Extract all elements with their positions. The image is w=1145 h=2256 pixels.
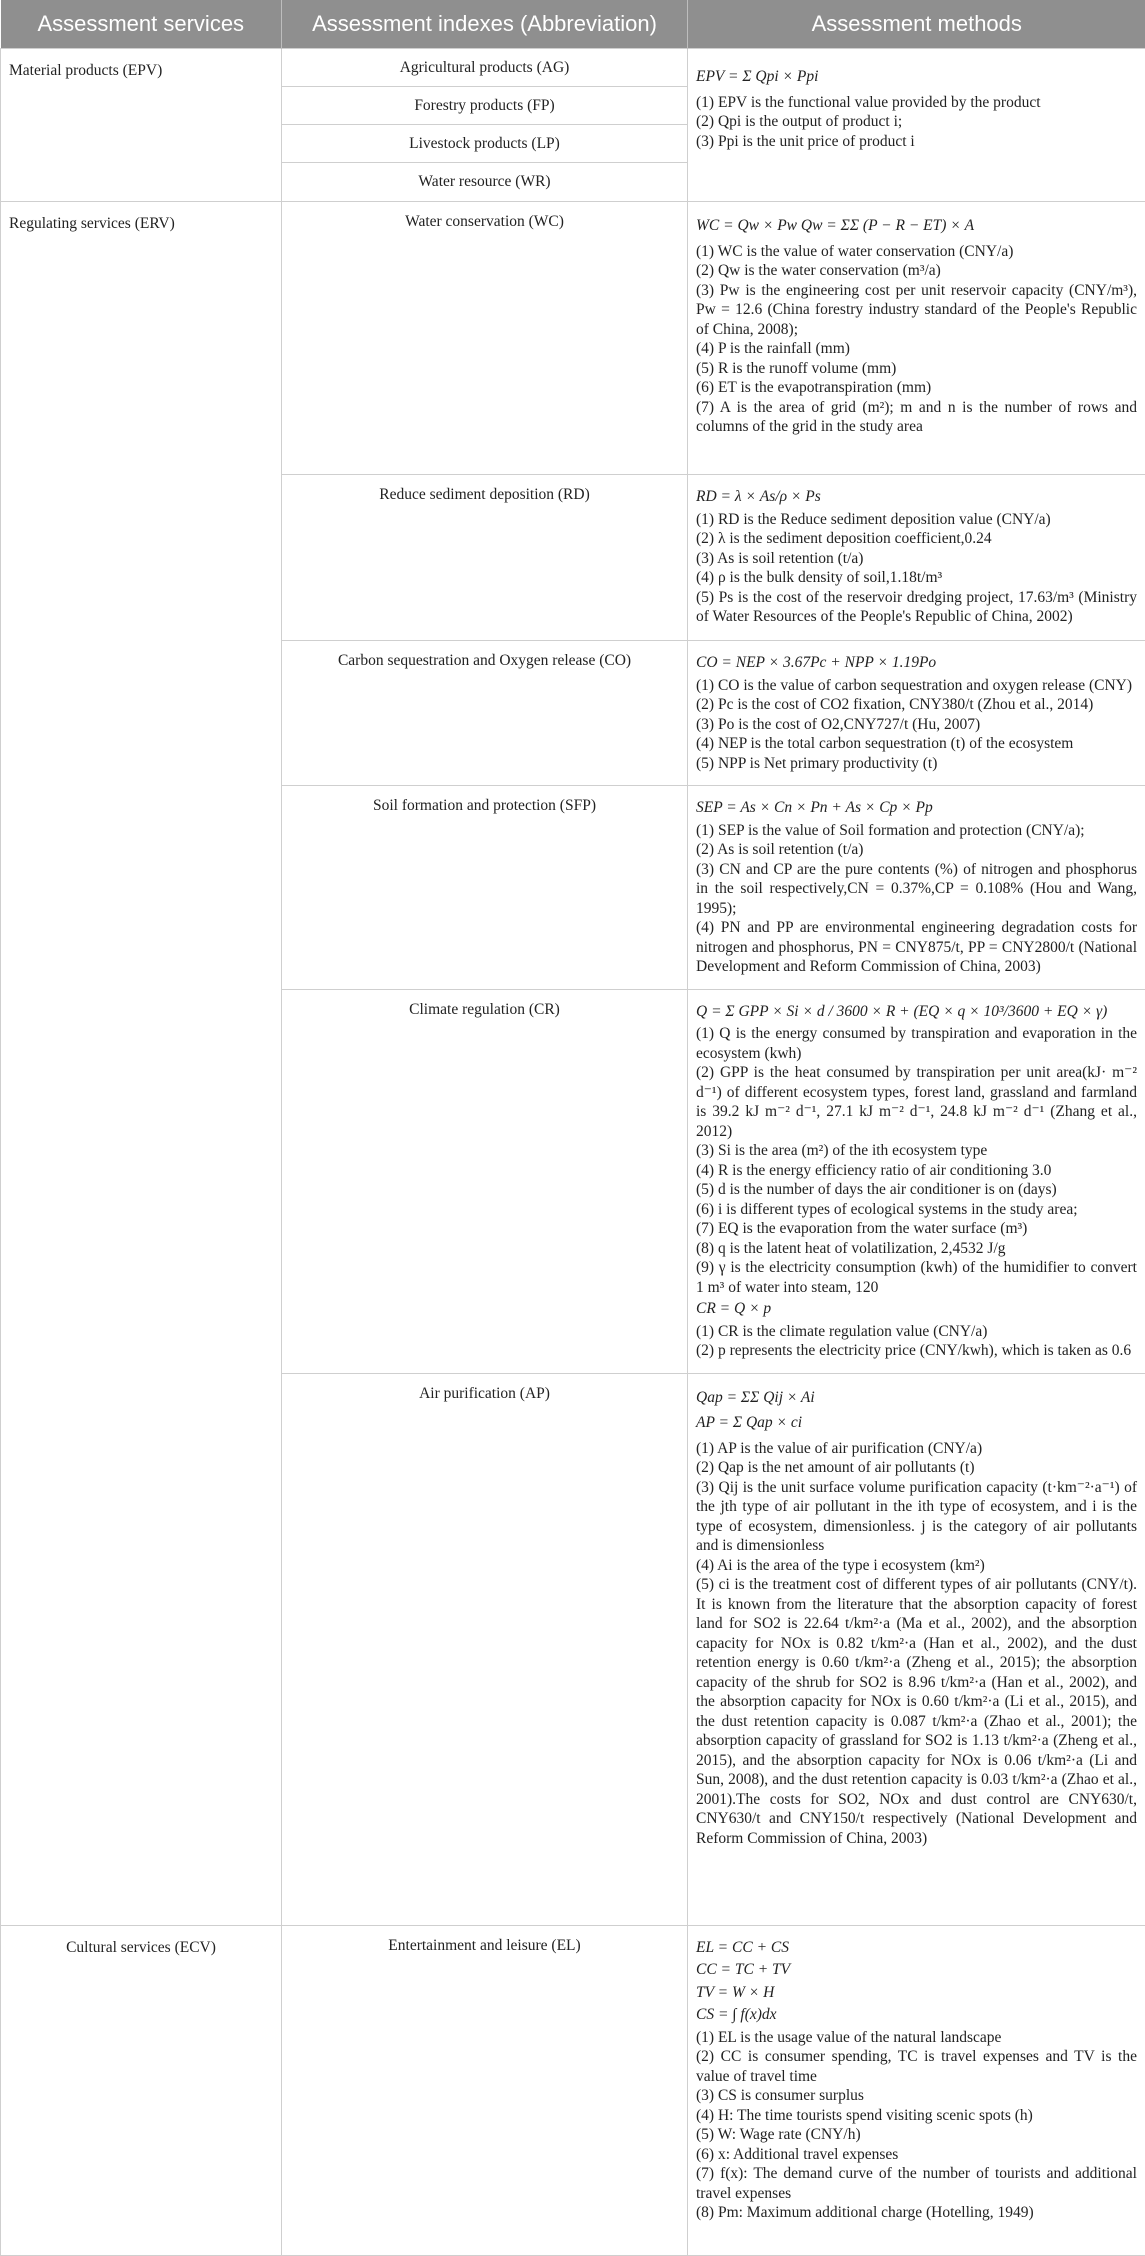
note: (4) Ai is the area of the type i ecosystem (km²) <box>696 1556 1137 1576</box>
formula-cr-2: CR = Q × p <box>696 1299 1137 1319</box>
method-cell <box>688 786 1145 990</box>
note: (2) p represents the electricity price (CNY/kwh), which is taken as 0.6 <box>696 1341 1137 1361</box>
formula-el-3: TV = W × H <box>696 1983 1137 2003</box>
index-lp: Livestock products (LP) <box>282 125 687 163</box>
method-cell <box>688 202 1145 475</box>
index-cell: Water conservation (WC) <box>282 202 688 475</box>
formula-el-1: EL = CC + CS <box>696 1938 1137 1958</box>
index-cell: Air purification (AP) <box>282 1373 688 1925</box>
note: (2) Qpi is the output of product i; <box>696 112 1137 132</box>
note: (4) P is the rainfall (mm) <box>696 339 1137 359</box>
index-cell: Climate regulation (CR) <box>282 989 688 1373</box>
note: (3) Ppi is the unit price of product i <box>696 132 1137 152</box>
index-ag: Agricultural products (AG) <box>282 49 687 87</box>
note: (3) CN and CP are the pure contents (%) of nitrogen and phosphorus in the soil respectively,CN = 0.37%,CP = 0.108% (Hou and Wang, 1995); <box>696 860 1137 919</box>
note: (4) H: The time tourists spend visiting scenic spots (h) <box>696 2106 1137 2126</box>
note: (4) R is the energy efficiency ratio of air conditioning 3.0 <box>696 1161 1137 1181</box>
method-cell <box>688 475 1145 641</box>
index-cell: Reduce sediment deposition (RD) <box>282 475 688 641</box>
note: (2) As is soil retention (t/a) <box>696 840 1137 860</box>
note: (8) Pm: Maximum additional charge (Hotelling, 1949) <box>696 2203 1137 2223</box>
formula-ap-1: Qap = ΣΣ Qij × Ai <box>696 1388 1137 1408</box>
note: (2) λ is the sediment deposition coefficient,0.24 <box>696 529 1137 549</box>
method-cell <box>688 1925 1145 2255</box>
note: (5) Ps is the cost of the reservoir dredging project, 17.63/m³ (Ministry of Water Resources of the People's Republic of China, 2002) <box>696 588 1137 627</box>
note: (7) f(x): The demand curve of the number of tourists and additional travel expenses <box>696 2164 1137 2203</box>
note: (5) d is the number of days the air conditioner is on (days) <box>696 1180 1137 1200</box>
table-row <box>1 49 1145 202</box>
method-cell <box>688 641 1145 786</box>
note: (5) R is the runoff volume (mm) <box>696 359 1137 379</box>
index-fp: Forestry products (FP) <box>282 87 687 125</box>
note: (1) RD is the Reduce sediment deposition value (CNY/a) <box>696 510 1137 530</box>
note: (2) Qw is the water conservation (m³/a) <box>696 261 1137 281</box>
note: (7) A is the area of grid (m²); m and n is the number of rows and columns of the grid in the study area <box>696 398 1137 437</box>
note: (1) EPV is the functional value provided by the product <box>696 93 1137 113</box>
formula-co: CO = NEP × 3.67Pc + NPP × 1.19Po <box>696 653 1137 673</box>
note: (3) As is soil retention (t/a) <box>696 549 1137 569</box>
service-cell: Material products (EPV) <box>1 49 282 202</box>
method-cell <box>688 49 1145 202</box>
note: (7) EQ is the evaporation from the water surface (m³) <box>696 1219 1137 1239</box>
service-cell: Regulating services (ERV) <box>1 202 282 1926</box>
note: (6) ET is the evapotranspiration (mm) <box>696 378 1137 398</box>
header-assessment-services: Assessment services <box>1 0 282 49</box>
note: (1) CR is the climate regulation value (CNY/a) <box>696 1322 1137 1342</box>
note: (5) NPP is Net primary productivity (t) <box>696 754 1137 774</box>
note: (3) Pw is the engineering cost per unit reservoir capacity (CNY/m³), Pw = 12.6 (China forestry industry standard of the People's Republic of China, 2008); <box>696 281 1137 340</box>
header-assessment-methods: Assessment methods <box>688 0 1145 49</box>
formula-wc: WC = Qw × Pw Qw = ΣΣ (P − R − ET) × A <box>696 216 1137 236</box>
note: (3) Po is the cost of O2,CNY727/t (Hu, 2007) <box>696 715 1137 735</box>
formula-el-2: CC = TC + TV <box>696 1960 1137 1980</box>
note: (1) Q is the energy consumed by transpiration and evaporation in the ecosystem (kwh) <box>696 1024 1137 1063</box>
note: (3) Si is the area (m²) of the ith ecosystem type <box>696 1141 1137 1161</box>
formula-sfp: SEP = As × Cn × Pn + As × Cp × Pp <box>696 798 1137 818</box>
note: (8) q is the latent heat of volatilization, 2,4532 J/g <box>696 1239 1137 1259</box>
index-wr: Water resource (WR) <box>282 163 687 200</box>
method-cell <box>688 1373 1145 1925</box>
note: (5) ci is the treatment cost of different types of air pollutants (CNY/t). It is known from the literature that the absorption capacity of forest land for SO2 is 22.64 t/km²·a (Ma et al., 2002), and the absorption capacity for NOx is 0.82 t/km²·a (Han et al., 2002), and the dust retention energy is 0.60 t/km²·a (Zheng et al., 2015); the absorption capacity of the shrub for SO2 is 8.96 t/km²·a (Han et al., 2002), and the absorption capacity for NOx is 0.60 t/km²·a (Li et al., 2015), and the dust retention capacity is 0.087 t/km²·a (Zhao et al., 2001); the absorption capacity of grassland for SO2 is 1.13 t/km²·a (Zheng et al., 2015), and the absorption capacity for NOx is 0.06 t/km²·a (Li and Sun, 2008), and the dust retention capacity is 0.03 t/km²·a (Zhao et al., 2001).The costs for SO2, NOx and dust control are CNY630/t, CNY630/t and CNY150/t respectively (National Development and Reform Commission of China, 2003) <box>696 1575 1137 1848</box>
formula-ap-2: AP = Σ Qap × ci <box>696 1413 1137 1433</box>
table-row <box>1 1925 1145 2255</box>
index-cell: Carbon sequestration and Oxygen release (CO) <box>282 641 688 786</box>
index-cell: Entertainment and leisure (EL) <box>282 1925 688 2255</box>
index-cell <box>282 49 688 202</box>
service-cell: Cultural services (ECV) <box>1 1925 282 2255</box>
table-row <box>1 202 1145 475</box>
note: (2) Pc is the cost of CO2 fixation, CNY380/t (Zhou et al., 2014) <box>696 695 1137 715</box>
note: (1) CO is the value of carbon sequestration and oxygen release (CNY) <box>696 676 1137 696</box>
note: (5) W: Wage rate (CNY/h) <box>696 2125 1137 2145</box>
note: (1) AP is the value of air purification (CNY/a) <box>696 1439 1137 1459</box>
note: (6) i is different types of ecological systems in the study area; <box>696 1200 1137 1220</box>
note: (2) CC is consumer spending, TC is travel expenses and TV is the value of travel time <box>696 2047 1137 2086</box>
table-header-row <box>1 0 1145 49</box>
formula-epv: EPV = Σ Qpi × Ppi <box>696 67 1137 87</box>
formula-rd: RD = λ × As/ρ × Ps <box>696 487 1137 507</box>
method-cell <box>688 989 1145 1373</box>
note: (4) NEP is the total carbon sequestration (t) of the ecosystem <box>696 734 1137 754</box>
note: (1) SEP is the value of Soil formation and protection (CNY/a); <box>696 821 1137 841</box>
note: (3) Qij is the unit surface volume purification capacity (t·km⁻²·a⁻¹) of the jth type of air pollutant in the ith type of ecosystem, and i is the type of ecosystem, dimensionless. j is the category of air pollutants and is dimensionless <box>696 1478 1137 1556</box>
header-assessment-indexes: Assessment indexes (Abbreviation) <box>282 0 688 49</box>
note: (3) CS is consumer surplus <box>696 2086 1137 2106</box>
note: (6) x: Additional travel expenses <box>696 2145 1137 2165</box>
note: (2) GPP is the heat consumed by transpiration per unit area(kJ· m⁻² d⁻¹) of different ecosystem types, forest land, grassland and farmland is 39.2 kJ m⁻² d⁻¹, 27.1 kJ m⁻² d⁻¹, 24.8 kJ m⁻² d⁻¹ (Zhang et al., 2012) <box>696 1063 1137 1141</box>
index-cell: Soil formation and protection (SFP) <box>282 786 688 990</box>
formula-cr: Q = Σ GPP × Si × d / 3600 × R + (EQ × q × 10³/3600 + EQ × γ) <box>696 1002 1137 1022</box>
note: (1) WC is the value of water conservation (CNY/a) <box>696 242 1137 262</box>
note: (4) ρ is the bulk density of soil,1.18t/m³ <box>696 568 1137 588</box>
formula-el-4: CS = ∫ f(x)dx <box>696 2005 1137 2025</box>
note: (2) Qap is the net amount of air pollutants (t) <box>696 1458 1137 1478</box>
note: (4) PN and PP are environmental engineering degradation costs for nitrogen and phosphorus, PN = CNY875/t, PP = CNY2800/t (National Development and Reform Commission of China, 2003) <box>696 918 1137 977</box>
note: (1) EL is the usage value of the natural landscape <box>696 2028 1137 2048</box>
note: (9) γ is the electricity consumption (kwh) of the humidifier to convert 1 m³ of water into steam, 120 <box>696 1258 1137 1297</box>
